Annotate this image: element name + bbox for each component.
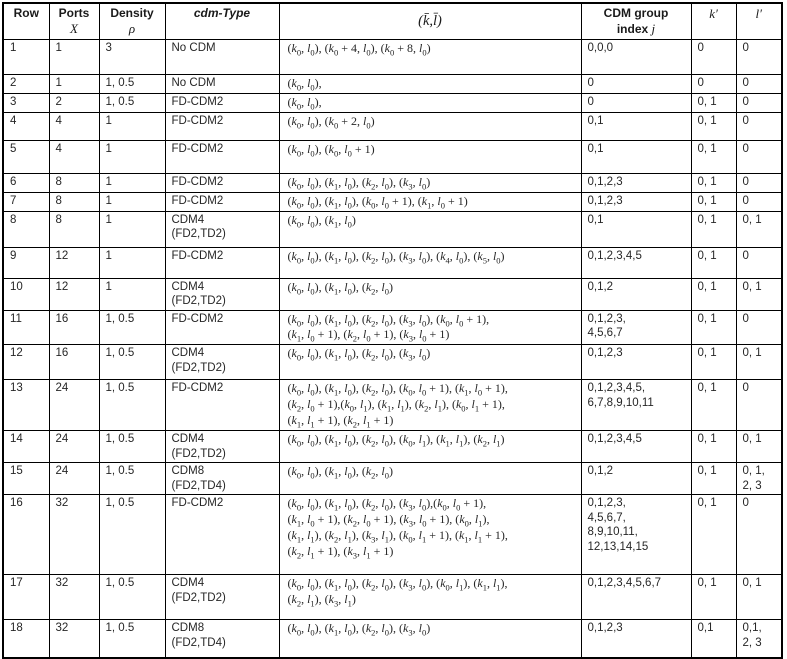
cell-k-prime: 0, 1 [691,278,736,310]
cell-density: 1 [99,192,165,211]
density-label: Density [110,6,154,20]
cell-ports: 8 [49,173,99,192]
cell-kl: ($k_0$, $l_0$), ($k_1$, $l_0$), ($k_2$, $l_0$), ($k_3$, $l_0$) [279,620,581,658]
cell-row: 15 [3,463,49,495]
cell-density: 1 [99,140,165,173]
csi-rs-locations-table [2,2,783,659]
cell-l-prime: 0 [736,192,782,211]
cell-kl: ($k_0$, $l_0$), ($k_1$, $l_0$) [279,211,581,247]
col-header-ports [49,3,99,40]
cell-kl: ($k_0$, $l_0$), ($k_1$, $l_0$), ($k_2$, $l_0$), ($k_3$, $l_0$) [279,345,581,380]
cell-k-prime: 0, 1 [691,380,736,431]
cell-cdm-type: CDM4 (FD2,TD2) [165,575,279,620]
cell-l-prime: 0 [736,247,782,278]
cell-k-prime: 0 [691,40,736,75]
cdm-group-label-line1: CDM group [603,6,669,20]
cell-k-prime: 0, 1 [691,345,736,380]
cell-density: 1, 0.5 [99,431,165,463]
cell-kl: ($k_0$, $l_0$), ($k_1$, $l_0$), ($k_2$, $l_0$), ($k_3$, $l_0),(k_0$, $l_0 + 1$), ($k_1$, $l_0 + 1$), ($k_2$, $l_0 + 1$), ($k_3$, $l_0 + 1$), ($k_0$, $l_1$), ($k_1$, $l_1$), ($k_2$, $l_1$), ($k_3$, $l_1$), ($k_0$, $l_1 + 1$), ($k_1$, $l_1 + 1$), ($k_2$, $l_1 + 1$), ($k_3$, $l_1 + 1$) [279,495,581,575]
cell-kl: ($k_0$, $l_0$), ($k_1$, $l_0$), ($k_2$, $l_0$) [279,278,581,310]
cell-k-prime: 0, 1 [691,192,736,211]
cell-row: 9 [3,247,49,278]
col-header-density [99,3,165,40]
cell-ports: 8 [49,211,99,247]
cell-cdm-group-index: 0,1,2,3, 4,5,6,7, 8,9,10,11, 12,13,14,15 [581,495,691,575]
cell-cdm-type: FD-CDM2 [165,495,279,575]
cell-cdm-type: FD-CDM2 [165,140,279,173]
cell-cdm-group-index: 0,1,2,3 [581,345,691,380]
cell-row: 14 [3,431,49,463]
cell-row: 1 [3,40,49,75]
cell-l-prime: 0 [736,380,782,431]
cell-row: 5 [3,140,49,173]
cell-cdm-group-index: 0 [581,75,691,94]
cell-kl: ($k_0$, $l_0$), ($k_1$, $l_0$), ($k_2$, $l_0$), ($k_0$, $l_1$), ($k_1$, $l_1$), ($k_2$, $l_1$) [279,431,581,463]
cell-density: 1 [99,112,165,140]
cell-kl: ($k_0$, $l_0$), ($k_0 + 4$, $l_0$), ($k_0 + 8$, $l_0$) [279,40,581,75]
cell-cdm-group-index: 0,1 [581,211,691,247]
cell-density: 1, 0.5 [99,75,165,94]
cell-ports: 24 [49,380,99,431]
cell-ports: 1 [49,75,99,94]
table-row [3,620,782,658]
cell-density: 1 [99,211,165,247]
table-header [3,3,782,40]
cell-k-prime: 0, 1 [691,140,736,173]
cell-cdm-type: CDM8 (FD2,TD4) [165,620,279,658]
col-header-k-prime: k′ [691,3,736,40]
cell-ports: 32 [49,495,99,575]
table-row [3,211,782,247]
cell-k-prime: 0, 1 [691,211,736,247]
cell-l-prime: 0 [736,140,782,173]
ports-symbol: X [70,21,78,36]
cell-l-prime: 0 [736,310,782,345]
cell-ports: 16 [49,345,99,380]
cell-k-prime: 0, 1 [691,575,736,620]
col-header-cdm-group-index [581,3,691,40]
cell-k-prime: 0 [691,75,736,94]
cell-l-prime: 0 [736,93,782,112]
cell-kl: ($k_0$, $l_0$), ($k_1$, $l_0$), ($k_2$, $l_0$), ($k_0$, $l_0 + 1$), ($k_1$, $l_0 + 1$), ($k_2$, $l_0 + 1),(k_0$, $l_1$), ($k_1$, $l_1$), ($k_2$, $l_1$), ($k_0$, $l_1 + 1$), ($k_1$, $l_1 + 1$), ($k_2$, $l_1 + 1$) [279,380,581,431]
cell-cdm-type: CDM4 (FD2,TD2) [165,278,279,310]
cell-kl: ($k_0$, $l_0$), [279,75,581,94]
cell-ports: 24 [49,463,99,495]
cell-ports: 24 [49,431,99,463]
table-row [3,40,782,75]
cell-ports: 4 [49,140,99,173]
table-row [3,310,782,345]
cell-row: 7 [3,192,49,211]
cell-row: 17 [3,575,49,620]
cell-density: 1, 0.5 [99,310,165,345]
table-row [3,247,782,278]
cell-row: 3 [3,93,49,112]
cell-kl: ($k_0$, $l_0$), [279,93,581,112]
table-row [3,495,782,575]
cell-kl: ($k_0$, $l_0$), ($k_1$, $l_0$), ($k_2$, $l_0$), ($k_3$, $l_0$), ($k_0$, $l_0 + 1$), ($k_1$, $l_0 + 1$), ($k_2$, $l_0 + 1$), ($k_3$, $l_0 + 1$) [279,310,581,345]
cell-cdm-type: CDM4 (FD2,TD2) [165,345,279,380]
cell-row: 12 [3,345,49,380]
cell-ports: 2 [49,93,99,112]
density-symbol: ρ [128,21,136,36]
cell-l-prime: 0, 1 [736,278,782,310]
cell-density: 1 [99,173,165,192]
cell-cdm-group-index: 0,1,2,3,4,5 [581,247,691,278]
cell-row: 6 [3,173,49,192]
cell-kl: ($k_0$, $l_0$), ($k_1$, $l_0$), ($k_2$, $l_0$), ($k_3$, $l_0$), ($k_4$, $l_0$), ($k_5$, $l_0$) [279,247,581,278]
cell-cdm-group-index: 0,1,2,3,4,5, 6,7,8,9,10,11 [581,380,691,431]
col-header-row: Row [3,3,49,40]
table-body [3,40,782,658]
cell-cdm-type: FD-CDM2 [165,112,279,140]
table-row [3,463,782,495]
cell-l-prime: 0, 1, 2, 3 [736,463,782,495]
cell-l-prime: 0, 1 [736,575,782,620]
table-row [3,278,782,310]
ports-label: Ports [58,6,90,20]
cell-l-prime: 0 [736,173,782,192]
cell-l-prime: 0, 1 [736,345,782,380]
cell-density: 1, 0.5 [99,93,165,112]
table-row [3,112,782,140]
cell-ports: 4 [49,112,99,140]
cell-row: 13 [3,380,49,431]
cell-density: 1, 0.5 [99,575,165,620]
header-row [3,3,782,40]
cell-cdm-group-index: 0,1,2,3 [581,173,691,192]
cell-l-prime: 0,1, 2, 3 [736,620,782,658]
cell-l-prime: 0 [736,75,782,94]
cell-density: 1, 0.5 [99,380,165,431]
cell-row: 11 [3,310,49,345]
cdm-group-label-line2: index j [616,21,656,36]
cell-l-prime: 0 [736,112,782,140]
cell-ports: 1 [49,40,99,75]
cell-ports: 16 [49,310,99,345]
cell-k-prime: 0, 1 [691,93,736,112]
cell-k-prime: 0, 1 [691,173,736,192]
cell-k-prime: 0, 1 [691,310,736,345]
cell-l-prime: 0 [736,495,782,575]
cell-cdm-group-index: 0 [581,93,691,112]
cell-cdm-type: No CDM [165,75,279,94]
cell-ports: 32 [49,620,99,658]
cell-ports: 12 [49,247,99,278]
cell-cdm-group-index: 0,1,2,3, 4,5,6,7 [581,310,691,345]
cell-ports: 12 [49,278,99,310]
col-header-cdm-type: cdm-Type [165,3,279,40]
table-row [3,192,782,211]
col-header-l-prime: l′ [736,3,782,40]
cell-density: 1, 0.5 [99,463,165,495]
cell-density: 1, 0.5 [99,620,165,658]
cell-cdm-group-index: 0,1 [581,140,691,173]
table-row [3,140,782,173]
cell-row: 18 [3,620,49,658]
cell-cdm-group-index: 0,1,2 [581,278,691,310]
col-header-kl: (k̄,l̄) [279,3,581,40]
cell-cdm-type: CDM4 (FD2,TD2) [165,211,279,247]
cell-ports: 32 [49,575,99,620]
cell-cdm-group-index: 0,1,2,3 [581,620,691,658]
cell-k-prime: 0,1 [691,620,736,658]
cell-cdm-type: FD-CDM2 [165,93,279,112]
cell-kl: ($k_0$, $l_0$), ($k_1$, $l_0$), ($k_0$, $l_0 + 1$), ($k_1$, $l_0 + 1$) [279,192,581,211]
cell-l-prime: 0 [736,40,782,75]
table-row [3,75,782,94]
cell-density: 1 [99,247,165,278]
cell-cdm-type: CDM8 (FD2,TD4) [165,463,279,495]
cell-l-prime: 0, 1 [736,431,782,463]
cell-cdm-type: CDM4 (FD2,TD2) [165,431,279,463]
cell-row: 8 [3,211,49,247]
cell-cdm-type: FD-CDM2 [165,380,279,431]
cell-cdm-group-index: 0,1,2,3 [581,192,691,211]
cell-row: 10 [3,278,49,310]
table-row [3,93,782,112]
cell-k-prime: 0, 1 [691,247,736,278]
cell-k-prime: 0, 1 [691,112,736,140]
cell-kl: ($k_0$, $l_0$), ($k_1$, $l_0$), ($k_2$, $l_0$) [279,463,581,495]
cell-cdm-group-index: 0,0,0 [581,40,691,75]
cell-row: 16 [3,495,49,575]
cell-cdm-group-index: 0,1,2 [581,463,691,495]
table-row [3,431,782,463]
cell-kl: ($k_0$, $l_0$), ($k_0$, $l_0 + 1$) [279,140,581,173]
cell-row: 2 [3,75,49,94]
cell-density: 1, 0.5 [99,345,165,380]
table-row [3,173,782,192]
table-row [3,345,782,380]
cell-k-prime: 0, 1 [691,495,736,575]
cell-kl: ($k_0$, $l_0$), ($k_1$, $l_0$), ($k_2$, $l_0$), ($k_3$, $l_0$), ($k_0$, $l_1$), ($k_1$, $l_1$), ($k_2$, $l_1$), ($k_3$, $l_1$) [279,575,581,620]
cell-kl: ($k_0$, $l_0$), ($k_0 + 2$, $l_0$) [279,112,581,140]
cell-cdm-type: FD-CDM2 [165,247,279,278]
cell-l-prime: 0, 1 [736,211,782,247]
cell-cdm-group-index: 0,1,2,3,4,5 [581,431,691,463]
cdm-group-symbol: j [651,21,656,36]
cell-cdm-group-index: 0,1,2,3,4,5,6,7 [581,575,691,620]
cell-density: 3 [99,40,165,75]
cell-ports: 8 [49,192,99,211]
cell-row: 4 [3,112,49,140]
cell-cdm-group-index: 0,1 [581,112,691,140]
cell-cdm-type: No CDM [165,40,279,75]
cell-k-prime: 0, 1 [691,463,736,495]
cell-cdm-type: FD-CDM2 [165,192,279,211]
table-row [3,380,782,431]
cell-density: 1 [99,278,165,310]
cell-cdm-type: FD-CDM2 [165,173,279,192]
cell-density: 1, 0.5 [99,495,165,575]
cell-cdm-type: FD-CDM2 [165,310,279,345]
table-row [3,575,782,620]
cell-kl: ($k_0$, $l_0$), ($k_1$, $l_0$), ($k_2$, $l_0$), ($k_3$, $l_0$) [279,173,581,192]
cell-k-prime: 0, 1 [691,431,736,463]
